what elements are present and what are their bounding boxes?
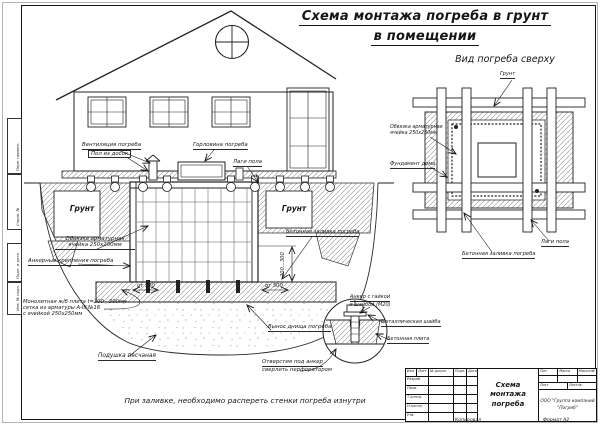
tb-sheet: Лист [539,383,568,389]
sand-label: Подушка песчаная [98,353,156,361]
soil-left-block [40,183,132,267]
margin-label-3: Подп. и дата [15,253,20,279]
ground-right-label: Грунт [281,204,307,213]
vent-label: Вентиляция погреба [82,142,142,148]
tb-h-list: Лист [417,369,429,376]
margin-label-2: Справ. № [15,207,20,226]
footer-copy: Копировал [455,418,482,423]
top-view-title: Вид погреба сверху [455,54,555,65]
tb-row-utv: Утв. [406,413,429,421]
dim-overhang-right-label: от 500 [265,283,283,289]
title-block-doc-title: Схема монтажа погреба [478,369,539,421]
cellar-neck [178,162,225,180]
joists-label: Лаги пола [233,159,262,165]
top-view-joists-label: Лаги пола [541,239,569,245]
soil-right-block [254,183,374,266]
tb-row-tkontr: Т.контр. [406,395,429,403]
slab-note: Монолитная ж/б плита t=200 - 300мм сетка из арматуры А-III №16 с ячейкой 250х250мм [23,299,127,318]
tb-h-doc: № докум. [429,369,454,376]
tb-scale: Масштаб [578,369,595,373]
tb-row-nkontr: Н.контр. [406,404,429,412]
top-view-ground-label: Грунт [500,71,516,77]
dim-overhang-left-label: от 500 [137,283,155,289]
floor-boards-label: Пол из досок [88,150,131,158]
rebar-label: Обвязка арматурная ячейка 250х250мм [55,236,135,250]
title-block-right [539,369,596,421]
tb-h-data: Дата [468,369,477,373]
anchor-detail [323,299,387,363]
washer-label: Металлическая шайба [381,319,441,325]
neck-label: Горловина погреба [193,142,248,148]
overhang-label: Вынос днища погреба [268,324,332,330]
anchors-label: Анкерные крепления погреба [28,258,114,264]
dim-height-label: 200...300 [280,252,286,277]
tb-h-podp: Подп. [454,369,467,376]
cellar-box [130,182,258,293]
concrete-pour-label: Бетонная заливка погреба [286,229,360,235]
title-block-left [406,369,478,421]
tb-mass: Масса [558,369,577,375]
top-view-foundation-label: Фундамент дома [390,161,436,167]
top-view [413,88,585,232]
top-view-rebar-label: Обвязка арматурная ячейка 250х250мм [390,125,443,136]
ground-left-label: Грунт [69,204,95,213]
footer-format: Формат А2 [543,418,570,423]
plate-label: Бетонная плита [387,336,430,342]
page-title-line2: в помещении [371,29,480,46]
anchor-label: Анкер с гайкой и шайбой (М20) [349,294,391,308]
holes-label: Отверстия под анкер сверлить перфоратором [262,359,332,373]
tb-row-prov: Пров. [406,386,429,394]
title-block [405,368,597,422]
tb-company: ООО "Группа компаний "Погреб" [540,399,595,411]
tb-h-izm: Изм. [406,369,417,376]
margin-label-1: Перв. примен. [15,142,20,171]
tb-lit: Лит. [539,369,558,375]
tb-row-razrab: Разраб. [406,377,429,385]
top-view-concrete-label: Бетонная заливка погреба [462,251,536,257]
page-title-line1: Схема монтажа погреба в грунт [299,9,552,26]
page-title [275,8,575,45]
concrete-slab [96,282,336,302]
joist-post [236,168,243,180]
bottom-note: При заливке, необходимо распереть стенки погреба изнутри [124,396,366,405]
margin-label-4: Инв. № подл. [15,284,20,311]
tb-sheets: Листов [569,383,582,387]
